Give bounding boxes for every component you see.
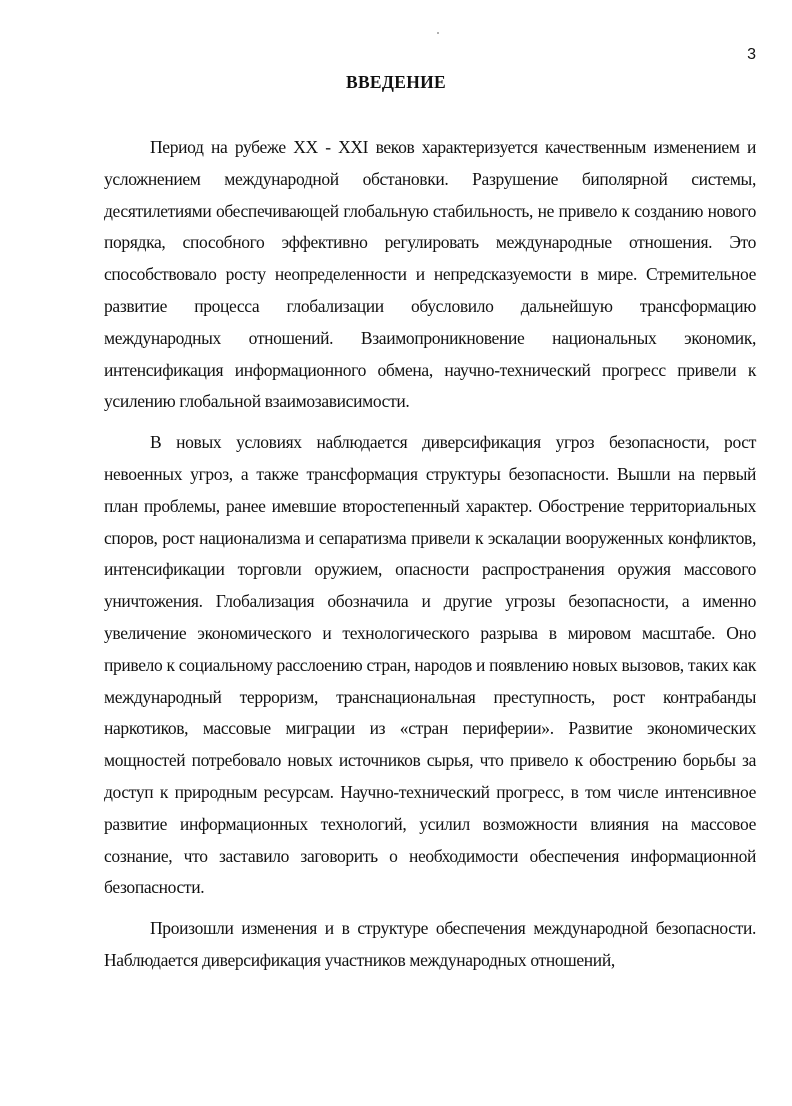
body-text [104, 132, 756, 986]
paragraph-2: В новых условиях наблюдается диверсификация угроз безопасности, рост невоенных угроз, а также трансформация структуры безопасности. Вышли на первый план проблемы, ранее имевшие второстепенный характер. Обострение территориальных споров, рост национализма и сепаратизма привели к эскалации вооруженных конфликтов, интенсификации торговли оружием, опасности распространения оружия массового уничтожения. Глобализация обозначила и другие угрозы безопасности, а именно увеличение экономического и технологического разрыва в мировом масштабе. Оно привело к социальному расслоению стран, народов и появлению новых вызовов, таких как международный терроризм, транснациональная преступность, рост контрабанды наркотиков, массовые миграции из «стран периферии». Развитие экономических мощностей потребовало новых источников сырья, что привело к обострению борьбы за доступ к природным ресурсам. Научно-технический прогресс, в том числе интенсивное развитие информационных технологий, усилил возможности влияния на массовое сознание, что заставило заговорить о необходимости обеспечения информационной безопасности. [104, 432, 756, 898]
scan-speck [437, 32, 439, 34]
section-title: ВВЕДЕНИЕ [345, 72, 447, 92]
paragraph-1: Период на рубеже XX - XXI веков характеризуется качественным изменением и усложнением международной обстановки. Разрушение биполярной системы, десятилетиями обеспечивающей глобальную стабильность, не привело к созданию нового порядка, способного эффективно регулировать международные отношения. Это способствовало росту неопределенности и непредсказуемости в мире. Стремительное развитие процесса глобализации обусловило дальнейшую трансформацию международных отношений. Взаимопроникновение национальных экономик, интенсификация информационного обмена, научно-технический прогресс привели к усилению глобальной взаимозависимости. [104, 137, 756, 412]
page-number: 3 [747, 46, 756, 63]
paragraph-3: Произошли изменения и в структуре обеспечения международной безопасности. Наблюдается диверсификация участников международных отношений, [104, 918, 756, 970]
